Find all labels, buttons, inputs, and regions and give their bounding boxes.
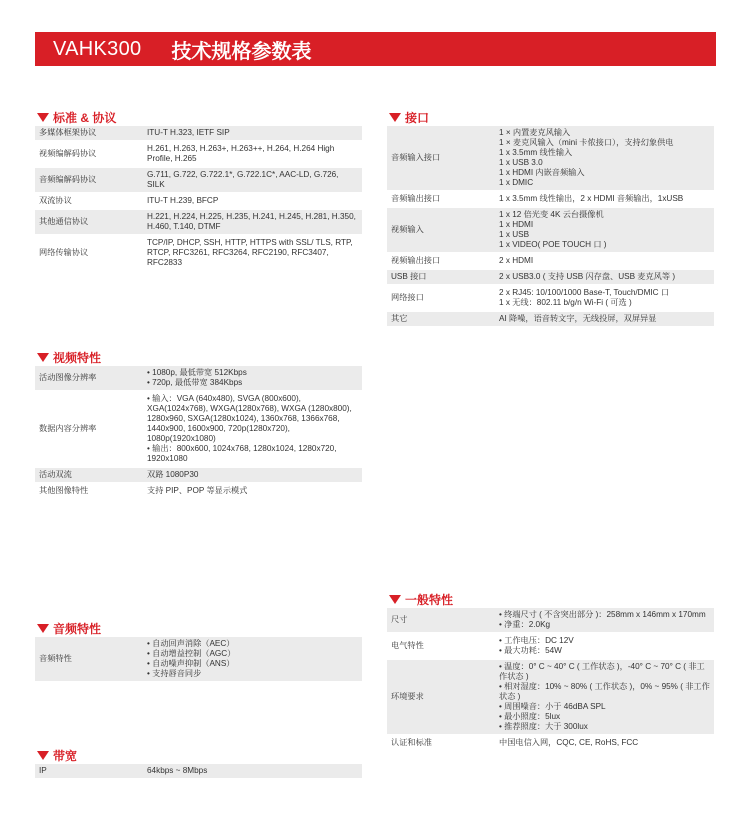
spec-value-line: • 输入：VGA (640x480), SVGA (800x600), XGA(1024x768), WXGA(1280x768), WXGA (1280x800), 1280x960, SXGA(1280x1024), 1360x768, 1366x768, 1440x900, 1600x900, 720p(1280x720), 1080p(1920x1080) [147,394,352,443]
spec-value-line: AI 降噪，语音转文字，无线投屏，双屏异显 [499,314,657,323]
spec-value-line: • 1080p, 最低带宽 512Kbps [147,368,247,377]
spec-value-line: 1 × 内置麦克风输入 [499,128,571,137]
spec-value [495,253,714,269]
spec-label: 网络接口 [387,285,495,311]
spec-label: 多媒体框架协议 [35,126,143,141]
spec-value [495,608,714,633]
spec-value [143,366,362,391]
table-row [35,141,362,167]
spec-table [387,126,714,328]
spec-table [35,637,362,683]
spec-value-line: • 温度：0° C ~ 40° C ( 工作状态 )，-40° C ~ 70° C ( 非工作状态 ) [499,662,705,681]
spec-value-line: G.711, G.722, G.722.1*, G.722.1C*, AAC-LD, G.726, SILK [147,170,339,189]
spec-value [143,141,362,167]
spec-value-line: 支持 PIP、POP 等显示模式 [147,486,248,495]
spec-value-line: • 最小照度：5lux [499,712,561,721]
spec-label: 音频编解码协议 [35,167,143,193]
spec-value-line: 2 x HDMI [499,256,534,265]
spec-label: 视频输入 [387,207,495,253]
spec-value-line: 1 × 麦克风输入（mini 卡侬接口），支持幻象供电 [499,138,674,147]
spec-label: 音频特性 [35,637,143,682]
spec-table [387,608,714,752]
spec-table [35,764,362,780]
spec-label: 认证和标准 [387,735,495,751]
spec-value-line: • 最大功耗：54W [499,646,562,655]
table-row [387,126,714,191]
section-video [35,348,362,500]
title-banner [35,32,716,66]
spec-value-line: • 自动回声消除（AEC） [147,639,235,648]
spec-value [143,483,362,499]
table-row [35,637,362,682]
spec-label: 音频输入接口 [387,126,495,191]
section-heading [387,590,714,608]
spec-value [495,269,714,285]
spec-value [495,207,714,253]
triangle-down-icon [37,751,49,760]
spec-value-line: 1 x 无线：802.11 b/g/n Wi-Fi ( 可选 ) [499,298,632,307]
table-row [35,235,362,271]
spec-label: 活动图像分辨率 [35,366,143,391]
spec-value-line: • 工作电压：DC 12V [499,636,574,645]
spec-value-line: 1 x 3.5mm 线性输入 [499,148,573,157]
section-title: 标准 & 协议 [53,110,117,125]
spec-value [495,126,714,191]
spec-label: 网络传输协议 [35,235,143,271]
triangle-down-icon [37,624,49,633]
spec-value [143,126,362,141]
section-heading [35,108,362,126]
spec-value-line: 2 x RJ45: 10/100/1000 Base-T, Touch/DMIC 口 [499,288,670,297]
spec-label: 数据内容分辨率 [35,391,143,467]
table-row [387,253,714,269]
section-heading [35,619,362,637]
spec-value-line: 1 x 12 倍光变 4K 云台摄像机 [499,210,604,219]
spec-label: 环境要求 [387,659,495,735]
table-row [35,366,362,391]
section-heading [35,746,362,764]
section-title: 一般特性 [405,592,454,607]
section-title: 带宽 [53,748,78,763]
table-row [387,285,714,311]
spec-value [143,764,362,779]
table-row [35,483,362,499]
spec-label: 活动双流 [35,467,143,483]
table-row [35,193,362,209]
table-row [387,633,714,659]
section-standards [35,108,362,272]
spec-label: 其他图像特性 [35,483,143,499]
spec-label: IP [35,764,143,779]
spec-label: 视频编解码协议 [35,141,143,167]
table-row [387,269,714,285]
spec-value [143,467,362,483]
spec-value-line: 1 x HDMI [499,220,534,229]
spec-value-line: TCP/IP, DHCP, SSH, HTTP, HTTPS with SSL/ TLS, RTP, RTCP, RFC3261, RFC3264, RFC2190, RFC3407, RFC2833 [147,238,353,267]
section-interfaces [387,108,714,328]
spec-value-line: • 720p, 最低带宽 384Kbps [147,378,243,387]
section-bandwidth [35,746,362,780]
section-general [387,590,714,752]
spec-label: 双流协议 [35,193,143,209]
table-row [35,391,362,467]
triangle-down-icon [37,353,49,362]
spec-value [495,659,714,735]
spec-table [35,366,362,500]
spec-value [495,191,714,207]
triangle-down-icon [37,113,49,122]
table-row [387,608,714,633]
spec-value-line: H.221, H.224, H.225, H.235, H.241, H.245, H.281, H.350, H.460, T.140, DTMF [147,212,356,231]
spec-value-line: • 自动噪声抑制（ANS） [147,659,235,668]
spec-value-line: • 推荐照度：大于 300lux [499,722,588,731]
spec-value-line: 1 x DMIC [499,178,534,187]
table-row [387,207,714,253]
table-row [387,191,714,207]
spec-value-line: ITU-T H.323, IETF SIP [147,128,230,137]
table-row [35,764,362,779]
spec-value-line: • 支持唇音同步 [147,669,202,678]
table-row [387,311,714,327]
section-title: 接口 [405,110,430,125]
spec-value [495,311,714,327]
spec-value-line: • 相对湿度：10% ~ 80% ( 工作状态 )，0% ~ 95% ( 非工作状态 ) [499,682,710,701]
spec-value-line: 1 x 3.5mm 线性输出，2 x HDMI 音频输出，1xUSB [499,194,684,203]
spec-value-line: • 净重：2.0Kg [499,620,551,629]
spec-value-line: 1 x VIDEO( POE TOUCH 口 ) [499,240,607,249]
section-audio [35,619,362,683]
spec-label: USB 接口 [387,269,495,285]
table-row [35,126,362,141]
spec-value-line: 64kbps ~ 8Mbps [147,766,208,775]
triangle-down-icon [389,595,401,604]
spec-value-line: ITU-T H.239, BFCP [147,196,219,205]
table-row [387,735,714,751]
spec-value [143,193,362,209]
section-title: 音频特性 [53,621,102,636]
spec-label: 其它 [387,311,495,327]
spec-value [143,391,362,467]
spec-value [143,637,362,682]
spec-label: 尺寸 [387,608,495,633]
spec-value-line: • 输出：800x600, 1024x768, 1280x1024, 1280x720, 1920x1080 [147,444,337,463]
spec-value-line: 2 x USB3.0 ( 支持 USB 闪存盘、USB 麦克风等 ) [499,272,676,281]
spec-value-line: • 自动增益控制（AGC） [147,649,236,658]
spec-value [495,735,714,751]
triangle-down-icon [389,113,401,122]
spec-value-line: • 周围噪音：小于 46dBA SPL [499,702,606,711]
spec-label: 音频输出接口 [387,191,495,207]
spec-value-line: 双路 1080P30 [147,470,199,479]
spec-table [35,126,362,272]
table-row [35,167,362,193]
table-row [35,467,362,483]
spec-value [495,285,714,311]
spec-value-line: 1 x USB [499,230,530,239]
spec-value [143,167,362,193]
section-heading [387,108,714,126]
section-title: 视频特性 [53,350,102,365]
spec-value-line: H.261, H.263, H.263+, H.263++, H.264, H.264 High Profile, H.265 [147,144,335,163]
model-name: VAHK300 [53,37,142,60]
section-heading [35,348,362,366]
spec-value-line: 1 x HDMI 内嵌音频输入 [499,168,585,177]
spec-value-line: 中国电信入网，CQC, CE, RoHS, FCC [499,738,639,747]
spec-value [143,209,362,235]
table-row [35,209,362,235]
spec-value [495,633,714,659]
document-title: 技术规格参数表 [171,40,312,63]
spec-label: 电气特性 [387,633,495,659]
table-row [387,659,714,735]
spec-value-line: 1 x USB 3.0 [499,158,543,167]
spec-value [143,235,362,271]
spec-value-line: • 终端尺寸 ( 不含突出部分 )：258mm x 146mm x 170mm [499,610,706,619]
spec-label: 视频输出接口 [387,253,495,269]
spec-label: 其他通信协议 [35,209,143,235]
